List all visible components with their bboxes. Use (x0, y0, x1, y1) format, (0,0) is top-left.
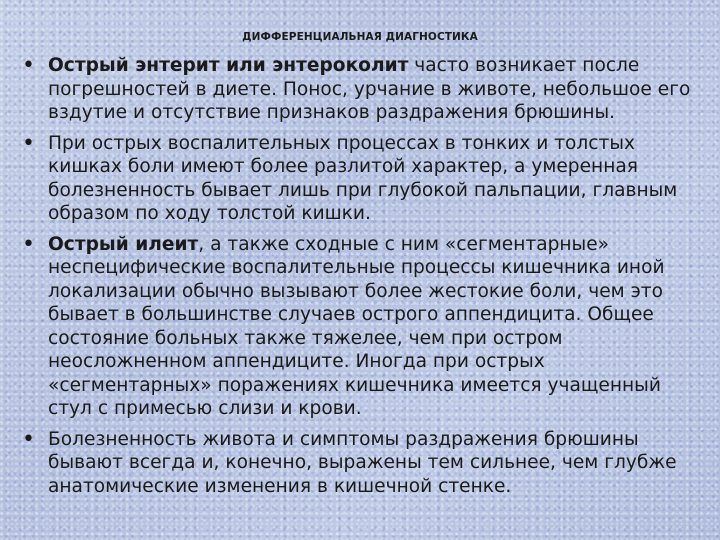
bullet-text: , а также сходные с ним «сегментарные» неспецифические воспалительные процессы кишечника иной локализации обычно вызывают более жестокие боли, чем это бывает в большинстве случаев острого аппендицита. Общее состояние больных также тяжелее, чем при остром неосложненном аппендиците. Иногда при острых «сегментарных» поражениях кишечника имеется учащенный стул с примесью слизи и крови. (48, 233, 665, 419)
bullet-text: При острых воспалительных процессах в тонких и толстых кишках боли имеют более разлитой характер, а умеренная болезненность бывает лишь при глубокой пальпации, главным образом по ходу толстой кишки. (48, 132, 678, 224)
bullet-item-3 (20, 233, 705, 421)
bullet-marker: • (22, 231, 35, 257)
bullet-item-1 (20, 54, 705, 125)
bullet-text: Болезненность живота и симптомы раздражения брюшины бывают всегда и, конечно, выражены тем сильнее, чем глубже анатомические изменения в кишечной стенке. (48, 428, 677, 497)
bullet-list (20, 54, 705, 505)
bullet-text: часто возникает после погрешностей в диете. Понос, урчание в животе, небольшое его вздутие и отсутствие признаков раздражения брюшины. (48, 55, 691, 123)
bullet-item-2 (20, 132, 705, 226)
bullet-marker: • (22, 53, 35, 78)
bullet-bold-text: Острый илеит (48, 233, 199, 255)
bullet-bold-text: Острый энтерит или энтероколит (48, 55, 409, 76)
bullet-item-4 (20, 428, 705, 499)
bullet-marker: • (22, 426, 35, 452)
bullet-marker: • (22, 130, 35, 156)
slide-title: ДИФФЕРЕНЦИАЛЬНАЯ ДИАГНОСТИКА (242, 31, 478, 43)
